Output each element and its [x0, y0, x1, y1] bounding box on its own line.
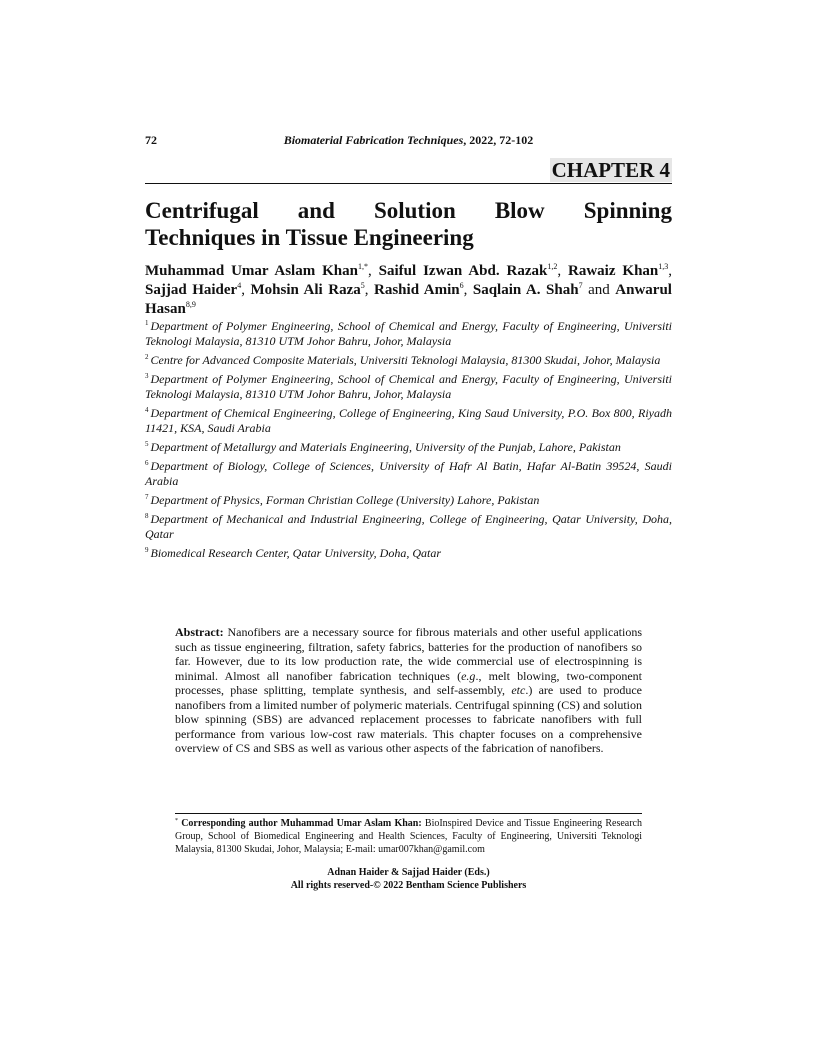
author-affil-ref: 4 [237, 281, 242, 290]
author-name: Rashid Amin [374, 282, 460, 298]
chapter-rule [145, 183, 672, 184]
running-head [145, 133, 672, 149]
chapter-label: CHAPTER 4 [551, 158, 670, 182]
author-affil-ref: 8,9 [185, 300, 196, 309]
affiliation-item: $^5$ Department of Metallurgy and Materials Engineering, University of the Punjab, Lahore, Pakistan [145, 440, 621, 454]
title-word: Spinning [583, 198, 672, 223]
affiliation-item: $^2$ Centre for Advanced Composite Materials, Universiti Teknologi Malaysia, 81300 Skudai, Johor, Malaysia [145, 353, 661, 367]
author-affil-ref: 1,2 [547, 262, 558, 271]
journal-name: Biomaterial Fabrication Techniques [283, 133, 464, 147]
affiliation-item: $^6$ Department of Biology, College of Sciences, University of Hafr Al Batin, Hafar Al-Batin 39524, Saudi Arabia [145, 459, 672, 488]
author-name: Saiful Izwan Abd. Razak [378, 263, 548, 279]
footnote-label: Corresponding author Muhammad Umar Aslam Khan: [178, 818, 422, 829]
abstract-label: Abstract: [175, 625, 224, 639]
author-name: Mohsin Ali Raza [250, 282, 361, 298]
editors-block [145, 866, 672, 892]
affiliation-list [145, 319, 672, 565]
author-list: Muhammad Umar Aslam Khan$^{1,*}$, Saiful Izwan Abd. Razak$^{1,2}$, Rawaiz Khan$^{1,3}$, Sajjad Haider$^4$, Mohsin Ali Raza$^5$, Rashid Amin$^6$, Saqlain A. Shah$^7$ and Anwarul Hasan$^{8,9}$ [145, 262, 673, 317]
author-name: Anwarul Hasan [145, 282, 672, 317]
journal-year-pages: , 2022, 72-102 [463, 133, 534, 147]
author-affil-ref: 1,* [357, 262, 368, 271]
journal-citation [145, 133, 672, 148]
title-line-2: Techniques in Tissue Engineering [145, 225, 474, 250]
author-affil-ref: 5 [360, 281, 365, 290]
affiliation-item: $^1$ Department of Polymer Engineering, School of Chemical and Energy, Faculty of Engineering, Universiti Teknologi Malaysia, 81310 UTM Johor Bahru, Johor, Malaysia [145, 319, 672, 348]
affiliation-item: $^9$ Biomedical Research Center, Qatar University, Doha, Qatar [145, 546, 442, 560]
author-affil-ref: 1,3 [658, 262, 669, 271]
affiliation-item: $^8$ Department of Mechanical and Industrial Engineering, College of Engineering, Qatar University, Doha, Qatar [145, 512, 672, 541]
affiliation-item: $^3$ Department of Polymer Engineering, School of Chemical and Energy, Faculty of Engineering, Universiti Teknologi Malaysia, 81310 UTM Johor Bahru, Johor, Malaysia [145, 372, 672, 401]
title-word: Centrifugal [145, 198, 259, 223]
title-line-1 [145, 197, 672, 224]
abstract: Abstract: Nanofibers are a necessary source for fibrous materials and other useful applications such as tissue engineering, filtration, safety fabrics, batteries for the production of nanofibers so far. However, due to its low production rate, the wide commercial use of electrospinning is minimal. Almost all nanofiber fabrication techniques (e.g., melt blowing, two-component processes, phase splitting, template synthesis, and self-assembly, etc.) are used to produce nanofibers from a limited number of polymeric materials. Centrifugal spinning (CS) and solution blow spinning (SBS) are advanced replacement processes to fabricate nanofibers with full performance from various low-cost raw materials. This chapter focuses on a comprehensive overview of CS and SBS as well as various other aspects of the fabrication of nanofibers. [175, 625, 642, 755]
author-name: Saqlain A. Shah [472, 282, 579, 298]
title-word: Blow [494, 198, 545, 223]
chapter-title [145, 197, 672, 251]
title-word: and [297, 198, 335, 223]
author-name: Muhammad Umar Aslam Khan [145, 263, 358, 279]
author-name: Rawaiz Khan [568, 263, 659, 279]
copyright-line: All rights reserved-© 2022 Bentham Science Publishers [290, 880, 527, 891]
title-word: Solution [373, 198, 456, 223]
affiliation-item: $^7$ Department of Physics, Forman Christian College (University) Lahore, Pakistan [145, 493, 540, 507]
author-name: Sajjad Haider [145, 282, 238, 298]
author-affil-ref: 6 [459, 281, 464, 290]
editors-line: Adnan Haider & Sajjad Haider (Eds.) [327, 867, 490, 878]
page-number: 72 [145, 133, 157, 147]
footnote-rule [175, 813, 642, 814]
author-affil-ref: 7 [578, 281, 583, 290]
affiliation-item: $^4$ Department of Chemical Engineering, College of Engineering, King Saud University, P.O. Box 800, Riyadh 11421, KSA, Saudi Arabia [145, 406, 672, 435]
corresponding-author-footnote: * Corresponding author Muhammad Umar Aslam Khan: BioInspired Device and Tissue Engineering Research Group, School of Biomedical Engineering and Health Sciences, Faculty of Engineering, Universiti Teknologi Malaysia, 81300 Skudai, Johor, Malaysia; E-mail: umar007khan@gamil.com [175, 818, 642, 855]
